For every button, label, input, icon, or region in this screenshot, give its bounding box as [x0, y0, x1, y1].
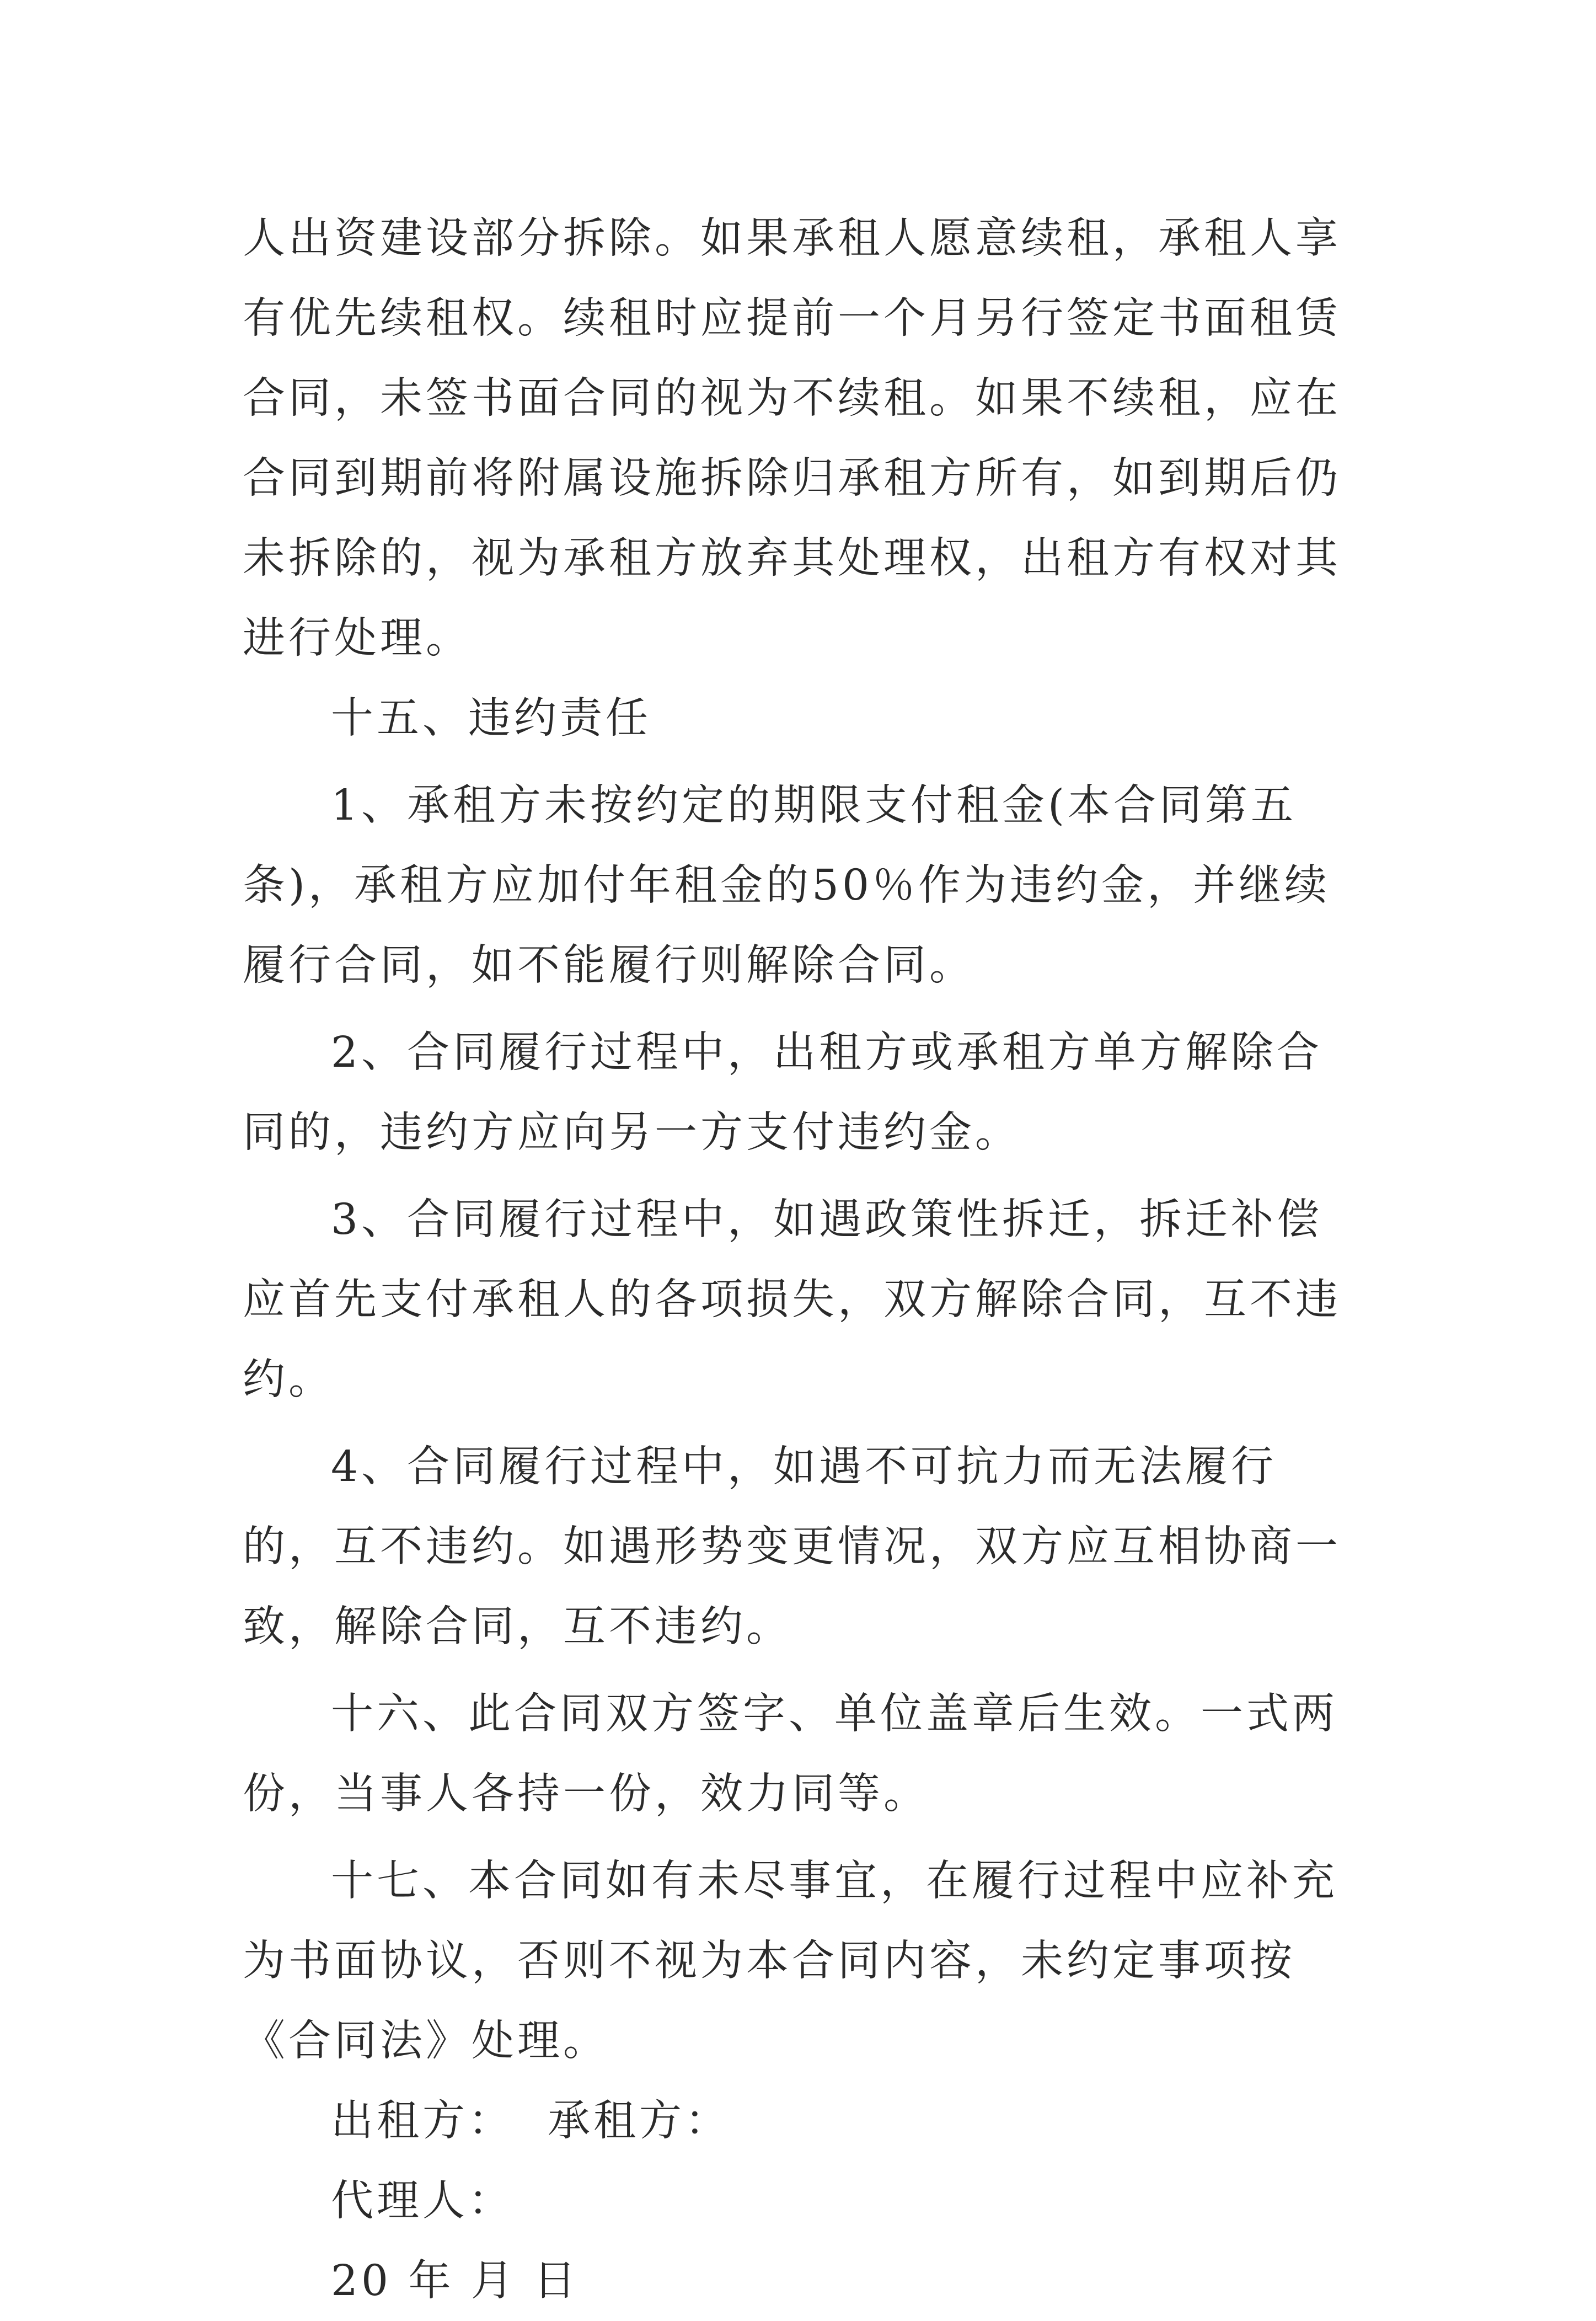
agent-label: 代理人：: [331, 2176, 514, 2226]
clause-1: 1、承租方未按约定的期限支付租金(本合同第五条)，承租方应加付年租金的50％作为违约金，并继续履行合同，如不能履行则解除合同。: [243, 781, 1331, 990]
paragraph-continuation: 人出资建设部分拆除。如果承租人愿意续租，承租人享有优先续租权。续租时应提前一个月另行签定书面租赁合同，未签书面合同的视为不续租。如果不续租，应在合同到期前将附属设施拆除归承租方所有，如到期后仍未拆除的，视为承租方放弃其处理权，出租方有权对其进行处理。: [243, 214, 1341, 663]
lessor-label: 出租方：: [331, 2097, 514, 2146]
signature-date-line: [243, 2241, 1368, 2321]
date-text: 20 年 月 日: [331, 2256, 580, 2306]
clause-3: 3、合同履行过程中，如遇政策性拆迁，拆迁补偿应首先支付承租人的各项损失，双方解除合同，互不违约。: [243, 1195, 1341, 1404]
signature-parties-line: [243, 2081, 1368, 2161]
document-body: [243, 199, 1368, 2321]
signature-agent-line: [243, 2161, 1368, 2241]
clause-4: 4、合同履行过程中，如遇不可抗力而无法履行的，互不违约。如遇形势变更情况，双方应互相协商一致，解除合同，互不违约。: [243, 1442, 1341, 1651]
clause-2: 2、合同履行过程中，出租方或承租方单方解除合同的，违约方应向另一方支付违约金。: [243, 1028, 1322, 1157]
section-sixteen: 十六、此合同双方签字、单位盖章后生效。一式两份，当事人各持一份，效力同等。: [243, 1689, 1338, 1819]
section-seventeen: 十七、本合同如有未尽事宜，在履行过程中应补充为书面协议，否则不视为本合同内容，未约定事项按《合同法》处理。: [243, 1857, 1338, 2066]
section-heading-breach-liability: 十五、违约责任: [331, 694, 651, 743]
lessee-label: 承租方：: [547, 2097, 731, 2146]
